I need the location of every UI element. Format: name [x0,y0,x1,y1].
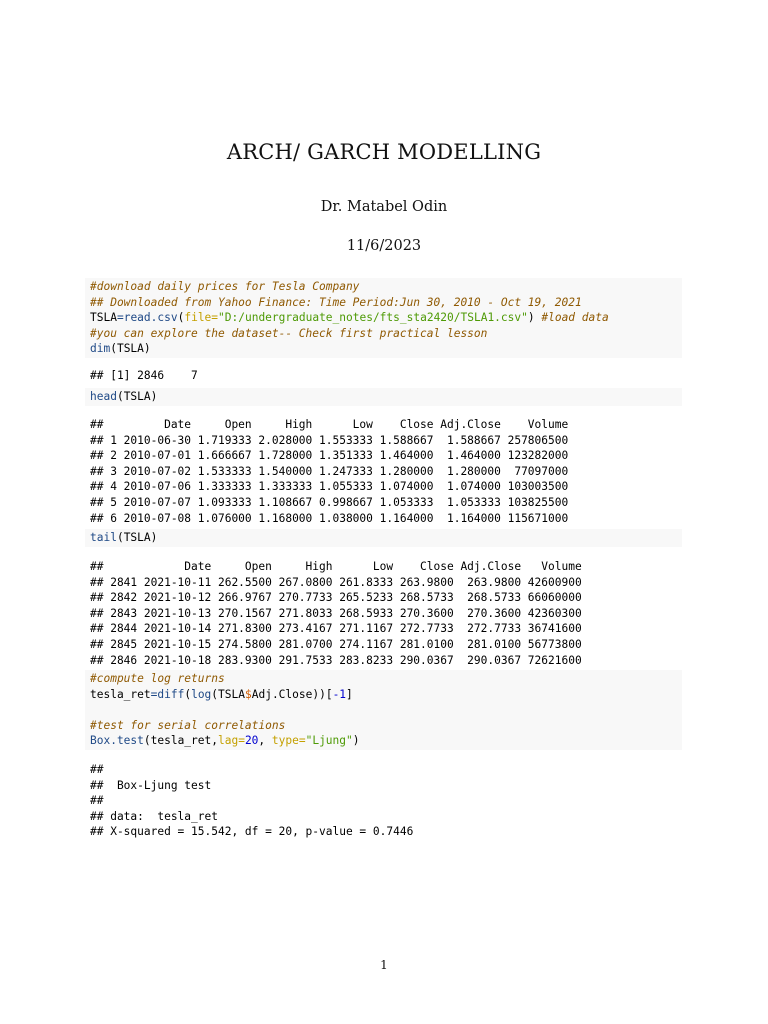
code-block-head [85,388,682,406]
output-line: ## Date Open High Low Close Adj.Close Volume [90,418,569,431]
code-line [85,389,682,405]
output-line: ## 2844 2021-10-14 271.8300 273.4167 271.1167 272.7733 272.7733 36741600 [90,622,582,636]
code-token: ] [346,687,353,701]
code-string: "Ljung" [305,734,353,748]
code-line [85,310,682,326]
code-token: tesla_ret [90,687,151,701]
code-line [85,718,682,734]
code-line [85,733,682,749]
output-line: ## 4 2010-07-06 1.333333 1.333333 1.055333 1.074000 1.074000 103003500 [90,480,569,494]
code-block-tail [85,529,682,547]
code-line-blank [85,702,682,718]
output-line: ## 2841 2021-10-11 262.5500 267.0800 261.8333 263.9800 263.9800 42600900 [90,575,582,589]
output-line: ## 6 2010-07-08 1.076000 1.168000 1.038000 1.164000 1.164000 115671000 [90,511,569,525]
output-line: ## 2843 2021-10-13 270.1567 271.8033 268.5933 270.3600 270.3600 42360300 [90,606,582,620]
code-function: head [90,390,117,403]
output-line: ## 2845 2021-10-15 274.5800 281.0700 274.1167 281.0100 281.0100 56773800 [90,637,582,651]
code-block-returns [85,670,682,750]
code-token: ) [352,734,360,748]
code-token: = [116,311,124,325]
code-token: = [150,687,158,701]
code-argument: lag= [217,734,245,748]
code-line [85,671,682,687]
output-block-dim [85,368,682,384]
code-number: -1 [332,687,347,701]
code-token: (TSLA) [116,390,158,403]
code-comment: #load data [541,311,609,325]
output-line: ## [90,763,104,776]
code-line [85,295,682,311]
output-line: ## data: tesla_ret [90,809,218,823]
code-function: Box.test [90,734,144,748]
code-comment: #download daily prices for Tesla Company [90,280,360,293]
code-string: "D:/undergraduate_notes/fts_sta2420/TSLA1.csv" [218,311,528,325]
code-comment: ## Downloaded from Yahoo Finance: Time Period:Jun 30, 2010 - Oct 19, 2021 [90,295,582,309]
code-line [85,687,682,703]
page-number: 1 [380,958,388,972]
code-number: 20 [244,734,259,748]
code-function: dim [90,342,111,356]
output-line: ## Box-Ljung test [90,778,212,792]
code-function: read.csv [123,311,178,325]
code-line [85,530,682,546]
code-token: (tesla_ret, [143,734,218,748]
document-title: ARCH/ GARCH MODELLING [226,140,542,164]
output-block-box-test [85,762,682,840]
output-block-head [85,417,682,526]
document-author: Dr. Matabel Odin [320,199,448,215]
code-token: ( [177,311,185,325]
code-argument: file= [184,311,219,325]
output-line: ## 1 2010-06-30 1.719333 2.028000 1.553333 1.588667 1.588667 257806500 [90,433,569,447]
code-comment: #test for serial correlations [90,718,286,732]
code-token: TSLA [90,311,117,325]
code-block-load-data [85,278,682,358]
code-token: Adj.Close))[ [251,687,333,701]
output-line: ## [1] 2846 7 [90,369,198,382]
code-token: ( [184,687,192,701]
code-token: (TSLA) [116,531,158,544]
output-line: ## 2846 2021-10-18 283.9300 291.7533 283.8233 290.0367 290.0367 72621600 [90,653,582,667]
code-line [85,326,682,342]
output-line: ## X-squared = 15.542, df = 20, p-value = 0.7446 [90,825,414,839]
code-function: diff [157,687,185,701]
code-token: $ [244,687,252,701]
code-comment: #compute log returns [90,672,225,685]
code-token: , [258,734,272,748]
code-line [85,341,682,357]
document-date: 11/6/2023 [346,238,422,254]
output-line: ## Date Open High Low Close Adj.Close Volume [90,560,582,573]
output-line: ## [90,794,104,808]
code-token: ) [527,311,542,325]
output-line: ## 5 2010-07-07 1.093333 1.108667 0.998667 1.053333 1.053333 103825500 [90,495,569,509]
output-line: ## 3 2010-07-02 1.533333 1.540000 1.247333 1.280000 1.280000 77097000 [90,464,569,478]
code-argument: type= [271,734,306,748]
output-line: ## 2842 2021-10-12 266.9767 270.7733 265.5233 268.5733 268.5733 66060000 [90,591,582,605]
code-function: tail [90,531,117,544]
code-comment: #you can explore the dataset-- Check first practical lesson [90,326,488,340]
code-token: (TSLA [211,687,245,701]
code-function: log [191,687,212,701]
output-line: ## 2 2010-07-01 1.666667 1.728000 1.351333 1.464000 1.464000 123282000 [90,449,569,463]
code-line [85,279,682,295]
output-block-tail [85,559,682,668]
code-token: (TSLA) [110,342,151,356]
